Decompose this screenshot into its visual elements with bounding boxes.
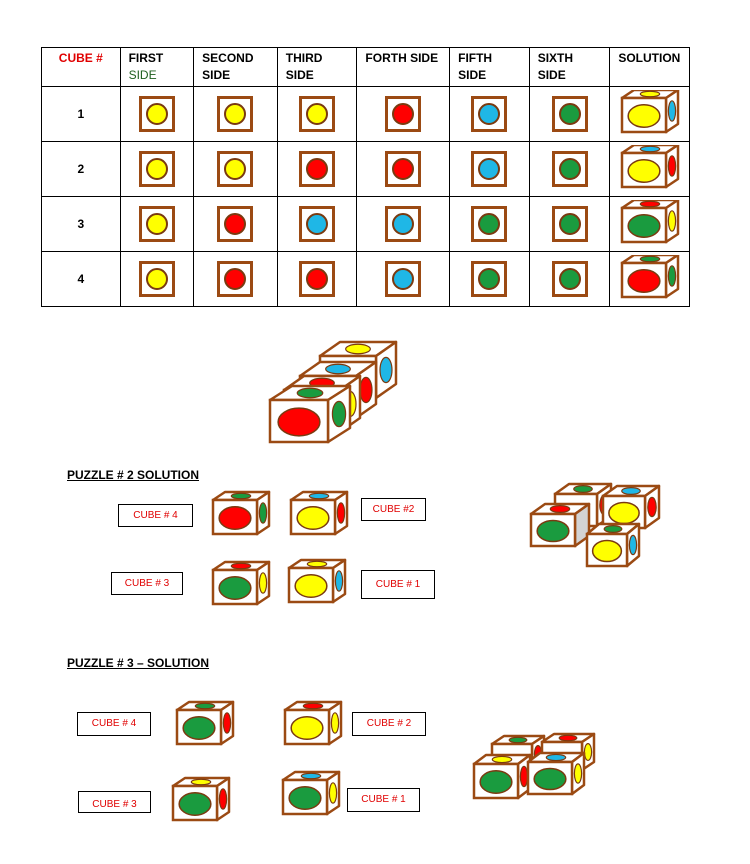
cube-face-yellow: [139, 96, 175, 132]
cube: [291, 492, 347, 534]
side-cell: [357, 252, 450, 307]
header-fifth-side: FIFTH SIDE: [450, 48, 530, 87]
side-cell: [194, 87, 278, 142]
cube-number-cell: 2: [42, 142, 121, 197]
cube: [213, 562, 269, 604]
red-front-dot: [628, 270, 660, 292]
yellow-front-dot: [609, 502, 639, 523]
puzzle-3-cube-3-label: CUBE # 3: [78, 791, 151, 813]
red-dot: [392, 103, 414, 125]
yellow-side-dot: [584, 744, 591, 761]
table-row: [42, 197, 690, 252]
red-dot: [306, 158, 328, 180]
solution-cube: [619, 200, 681, 248]
side-cell: [450, 197, 530, 252]
header-first-side: FIRST SIDE: [120, 48, 194, 87]
cube-face-green: [552, 151, 588, 187]
side-cell: [120, 87, 194, 142]
green-dot: [559, 158, 581, 180]
blue-dot: [392, 213, 414, 235]
cube: [531, 504, 589, 546]
puzzle-3-cube-2: [282, 700, 344, 748]
side-cell: [194, 252, 278, 307]
side-cell: [120, 142, 194, 197]
blue-top-dot: [640, 146, 659, 151]
green-top-dot: [640, 256, 659, 261]
yellow-dot: [146, 103, 168, 125]
solution-cube: [619, 255, 681, 303]
solution-cell: [610, 142, 690, 197]
side-cell: [529, 142, 610, 197]
blue-dot: [478, 158, 500, 180]
cube-face-yellow: [217, 96, 253, 132]
side-cell: [529, 197, 610, 252]
cube: [173, 778, 229, 820]
cube-face-red: [217, 206, 253, 242]
yellow-dot: [146, 213, 168, 235]
yellow-dot: [146, 158, 168, 180]
cube: [285, 702, 341, 744]
side-cell: [357, 142, 450, 197]
cube-stack-illustration: [262, 338, 402, 443]
puzzle-2-assembled-cubes: [527, 478, 662, 573]
solution-cell: [610, 197, 690, 252]
red-side-dot: [219, 789, 226, 809]
green-top-dot: [297, 388, 323, 398]
blue-top-dot: [309, 493, 328, 498]
cube: [622, 145, 678, 187]
puzzle-3-heading: PUZZLE # 3 – SOLUTION: [67, 656, 210, 670]
side-cell: [277, 87, 357, 142]
solution-cube: [619, 145, 681, 193]
cube: [587, 524, 639, 566]
puzzle-2-cube-3-label: CUBE # 3: [111, 572, 183, 595]
header-fourth-side: FORTH SIDE: [357, 48, 450, 87]
red-front-dot: [219, 507, 251, 529]
yellow-front-dot: [295, 575, 327, 597]
green-front-dot: [179, 793, 211, 815]
blue-side-dot: [629, 535, 636, 554]
cube: [289, 560, 345, 602]
green-dot: [478, 213, 500, 235]
cube: [528, 753, 584, 794]
cube: [603, 486, 659, 528]
yellow-dot: [306, 103, 328, 125]
green-top-dot: [574, 486, 592, 493]
green-dot: [478, 268, 500, 290]
blue-dot: [392, 268, 414, 290]
green-front-dot: [537, 520, 569, 541]
green-front-dot: [289, 787, 321, 809]
cube: [213, 492, 269, 534]
side-cell: [194, 197, 278, 252]
puzzle-2-cube-4-label: CUBE # 4: [118, 504, 193, 527]
cube-face-red: [217, 261, 253, 297]
green-front-dot: [534, 768, 566, 789]
header-third-side: THIRD SIDE: [277, 48, 357, 87]
yellow-top-dot: [640, 91, 659, 96]
table-row: [42, 142, 690, 197]
green-dot: [559, 103, 581, 125]
side-cell: [120, 197, 194, 252]
puzzle-3-cube-1-label: CUBE # 1: [347, 788, 420, 812]
puzzle-2-cube-1-label: CUBE # 1: [361, 570, 435, 599]
puzzle-2-cube-2-label: CUBE #2: [361, 498, 426, 521]
green-top-dot: [195, 703, 214, 708]
side-cell: [357, 197, 450, 252]
green-dot: [559, 268, 581, 290]
cube: [270, 386, 350, 442]
cube-face-blue: [471, 96, 507, 132]
blue-side-dot: [380, 357, 392, 382]
yellow-side-dot: [329, 783, 336, 803]
puzzle-3-cube-4-label: CUBE # 4: [77, 712, 151, 736]
cube-number-cell: 3: [42, 197, 121, 252]
red-side-dot: [360, 377, 372, 402]
table-row: [42, 252, 690, 307]
cube-face-green: [471, 206, 507, 242]
yellow-side-dot: [331, 713, 338, 733]
red-top-dot: [231, 563, 250, 568]
yellow-top-dot: [191, 779, 210, 784]
cube-face-green: [471, 261, 507, 297]
cube-face-red: [385, 96, 421, 132]
cube-sides-table: [41, 47, 690, 307]
puzzle-2-heading: PUZZLE # 2 SOLUTION: [67, 468, 200, 482]
red-side-dot: [520, 766, 527, 786]
green-front-dot: [480, 771, 512, 793]
cube-face-blue: [385, 206, 421, 242]
cube: [622, 255, 678, 297]
puzzle-2-cube-2: [288, 490, 350, 538]
cube-face-yellow: [139, 261, 175, 297]
solution-cell: [610, 87, 690, 142]
cube-face-blue: [299, 206, 335, 242]
cube-number-cell: 4: [42, 252, 121, 307]
blue-side-dot: [668, 101, 675, 121]
cube-face-yellow: [139, 151, 175, 187]
red-dot: [306, 268, 328, 290]
blue-dot: [306, 213, 328, 235]
side-cell: [194, 142, 278, 197]
green-top-dot: [604, 526, 622, 533]
solution-cube: [619, 90, 681, 138]
yellow-front-dot: [628, 160, 660, 182]
cube-face-blue: [385, 261, 421, 297]
side-cell: [277, 252, 357, 307]
green-top-dot: [231, 493, 250, 498]
cube-face-red: [299, 151, 335, 187]
green-front-dot: [219, 577, 251, 599]
puzzle-2-cube-3: [210, 560, 272, 608]
red-side-dot: [668, 156, 675, 176]
side-cell: [357, 87, 450, 142]
puzzle-2-cube-4: [210, 490, 272, 538]
green-side-dot: [332, 401, 345, 426]
cube: [283, 772, 339, 814]
blue-side-dot: [335, 571, 342, 591]
cube: [622, 90, 678, 132]
yellow-front-dot: [593, 540, 622, 561]
yellow-top-dot: [492, 756, 511, 762]
puzzle-2-cube-1: [286, 558, 348, 606]
puzzle-3-cube-4: [174, 700, 236, 748]
header-solution: SOLUTION: [610, 48, 690, 87]
yellow-side-dot: [259, 573, 266, 593]
puzzle-3-cube-2-label: CUBE # 2: [352, 712, 426, 736]
green-dot: [559, 213, 581, 235]
puzzle-3-cube-1: [280, 770, 342, 818]
yellow-dot: [224, 103, 246, 125]
side-cell: [450, 142, 530, 197]
cube-face-yellow: [299, 96, 335, 132]
yellow-side-dot: [668, 211, 675, 231]
red-top-dot: [303, 703, 322, 708]
side-cell: [450, 252, 530, 307]
red-top-dot: [550, 506, 569, 513]
side-cell: [277, 142, 357, 197]
yellow-top-dot: [307, 561, 326, 566]
cube-face-red: [299, 261, 335, 297]
red-top-dot: [559, 735, 577, 740]
yellow-side-dot: [574, 764, 581, 783]
red-dot: [224, 268, 246, 290]
cube-face-yellow: [139, 206, 175, 242]
red-side-dot: [648, 497, 656, 516]
blue-top-dot: [301, 773, 320, 778]
cube: [474, 755, 530, 798]
side-cell: [120, 252, 194, 307]
blue-top-dot: [326, 364, 351, 374]
cube-face-red: [385, 151, 421, 187]
side-cell: [277, 197, 357, 252]
cube: [622, 200, 678, 242]
red-front-dot: [278, 408, 320, 436]
red-side-dot: [337, 503, 344, 523]
red-top-dot: [640, 201, 659, 206]
yellow-dot: [224, 158, 246, 180]
header-cube-number: CUBE #: [42, 48, 121, 87]
side-cell: [450, 87, 530, 142]
blue-dot: [478, 103, 500, 125]
yellow-front-dot: [628, 105, 660, 127]
yellow-top-dot: [346, 344, 371, 354]
solution-cell: [610, 252, 690, 307]
table-header-row: [42, 48, 690, 87]
header-second-side: SECOND SIDE: [194, 48, 278, 87]
cube-face-yellow: [217, 151, 253, 187]
green-front-dot: [628, 215, 660, 237]
green-side-dot: [259, 503, 266, 523]
yellow-front-dot: [291, 717, 323, 739]
cube-face-green: [552, 261, 588, 297]
blue-top-dot: [546, 754, 565, 760]
puzzle-3-cube-3: [170, 776, 232, 824]
yellow-dot: [146, 268, 168, 290]
green-side-dot: [668, 266, 675, 286]
red-side-dot: [223, 713, 230, 733]
yellow-front-dot: [297, 507, 329, 529]
green-top-dot: [509, 737, 527, 742]
puzzle-3-assembled-cubes: [470, 730, 605, 802]
cube: [177, 702, 233, 744]
cube-face-blue: [471, 151, 507, 187]
side-cell: [529, 87, 610, 142]
side-cell: [529, 252, 610, 307]
table-row: [42, 87, 690, 142]
red-dot: [392, 158, 414, 180]
cube-face-green: [552, 206, 588, 242]
cube-number-cell: 1: [42, 87, 121, 142]
red-dot: [224, 213, 246, 235]
green-front-dot: [183, 717, 215, 739]
header-sixth-side: SIXTH SIDE: [529, 48, 610, 87]
cube-face-green: [552, 96, 588, 132]
blue-top-dot: [622, 488, 640, 495]
